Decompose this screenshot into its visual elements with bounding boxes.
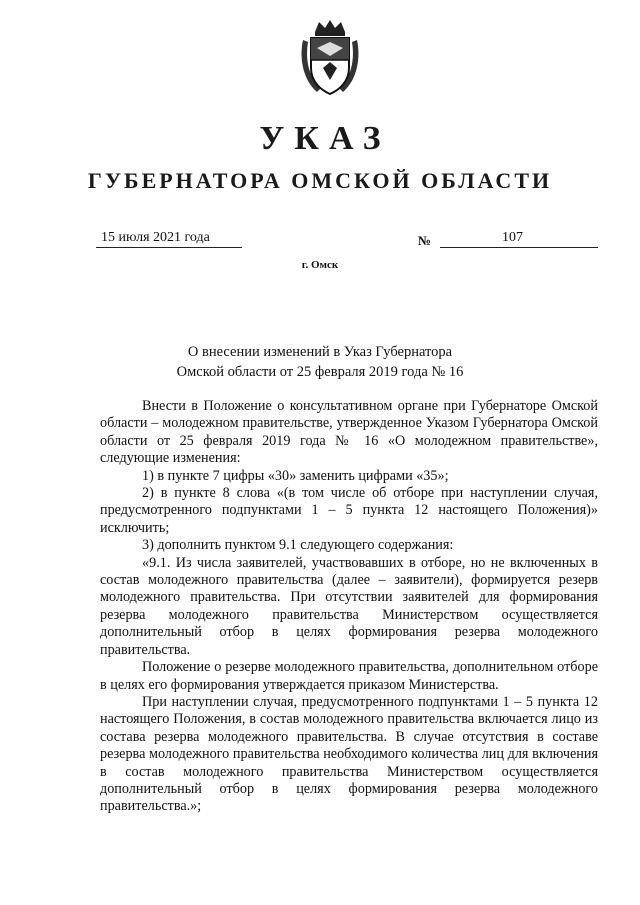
document-number: 107 (502, 230, 523, 245)
document-date: 15 июля 2021 года (101, 230, 210, 245)
number-label: № (418, 233, 432, 248)
document-title: УКАЗ (259, 120, 391, 157)
paragraph-reserve-provision: Положение о резерве молодежного правительства, дополнительном отборе в целях его формирования утверждается приказом Министерства. (100, 659, 598, 693)
paragraph-clause-9-1: «9.1. Из числа заявителей, участвовавших в отборе, но не включенных в состав молодежного правительства (далее – заявители), формируется резерв молодежного правительства. При отсутствии заявителей для формирования резерва молодежного правительства Министерством осуществляется дополнительный отбор в целях формирования резерва молодежного правительства. (100, 554, 598, 658)
date-field (96, 229, 242, 248)
city-label: г. Омск (301, 259, 339, 271)
paragraph-item-3: 3) дополнить пунктом 9.1 следующего содержания: (142, 537, 454, 554)
paragraph-intro: Внести в Положение о консультативном органе при Губернаторе Омской области – молодежном правительстве, утвержденное Указом Губернатора Омской области от 25 февраля 2019 года № 16 «О молодежном правительстве», следующие изменения: (100, 398, 598, 467)
document-body (100, 398, 598, 816)
subject-line-1: О внесении изменений в Указ Губернатора (187, 344, 453, 360)
subject-line-2: Омской области от 25 февраля 2019 года № 16 (176, 364, 464, 380)
paragraph-item-1: 1) в пункте 7 цифры «30» заменить цифрами «35»; (142, 467, 449, 484)
number-field (440, 229, 598, 248)
coat-of-arms-icon (297, 18, 363, 98)
document-issuer: ГУБЕРНАТОРА ОМСКОЙ ОБЛАСТИ (87, 168, 553, 193)
document-subject (0, 342, 640, 382)
paragraph-item-2: 2) в пункте 8 слова «(в том числе об отборе при наступлении случая, предусмотренного подпунктами 1 – 5 пункта 12 настоящего Положения)» исключить; (100, 485, 598, 536)
paragraph-reserve-inclusion: При наступлении случая, предусмотренного подпунктами 1 – 5 пункта 12 настоящего Положения, в состав молодежного правительства включается лицо из состава резерва молодежного правительства. В случае отсутствия в составе резерва молодежного правительства необходимого количества лиц для включения в состав молодежного правительства Министерством осуществляется дополнительный отбор в целях формирования резерва молодежного правительства.»; (100, 693, 598, 815)
